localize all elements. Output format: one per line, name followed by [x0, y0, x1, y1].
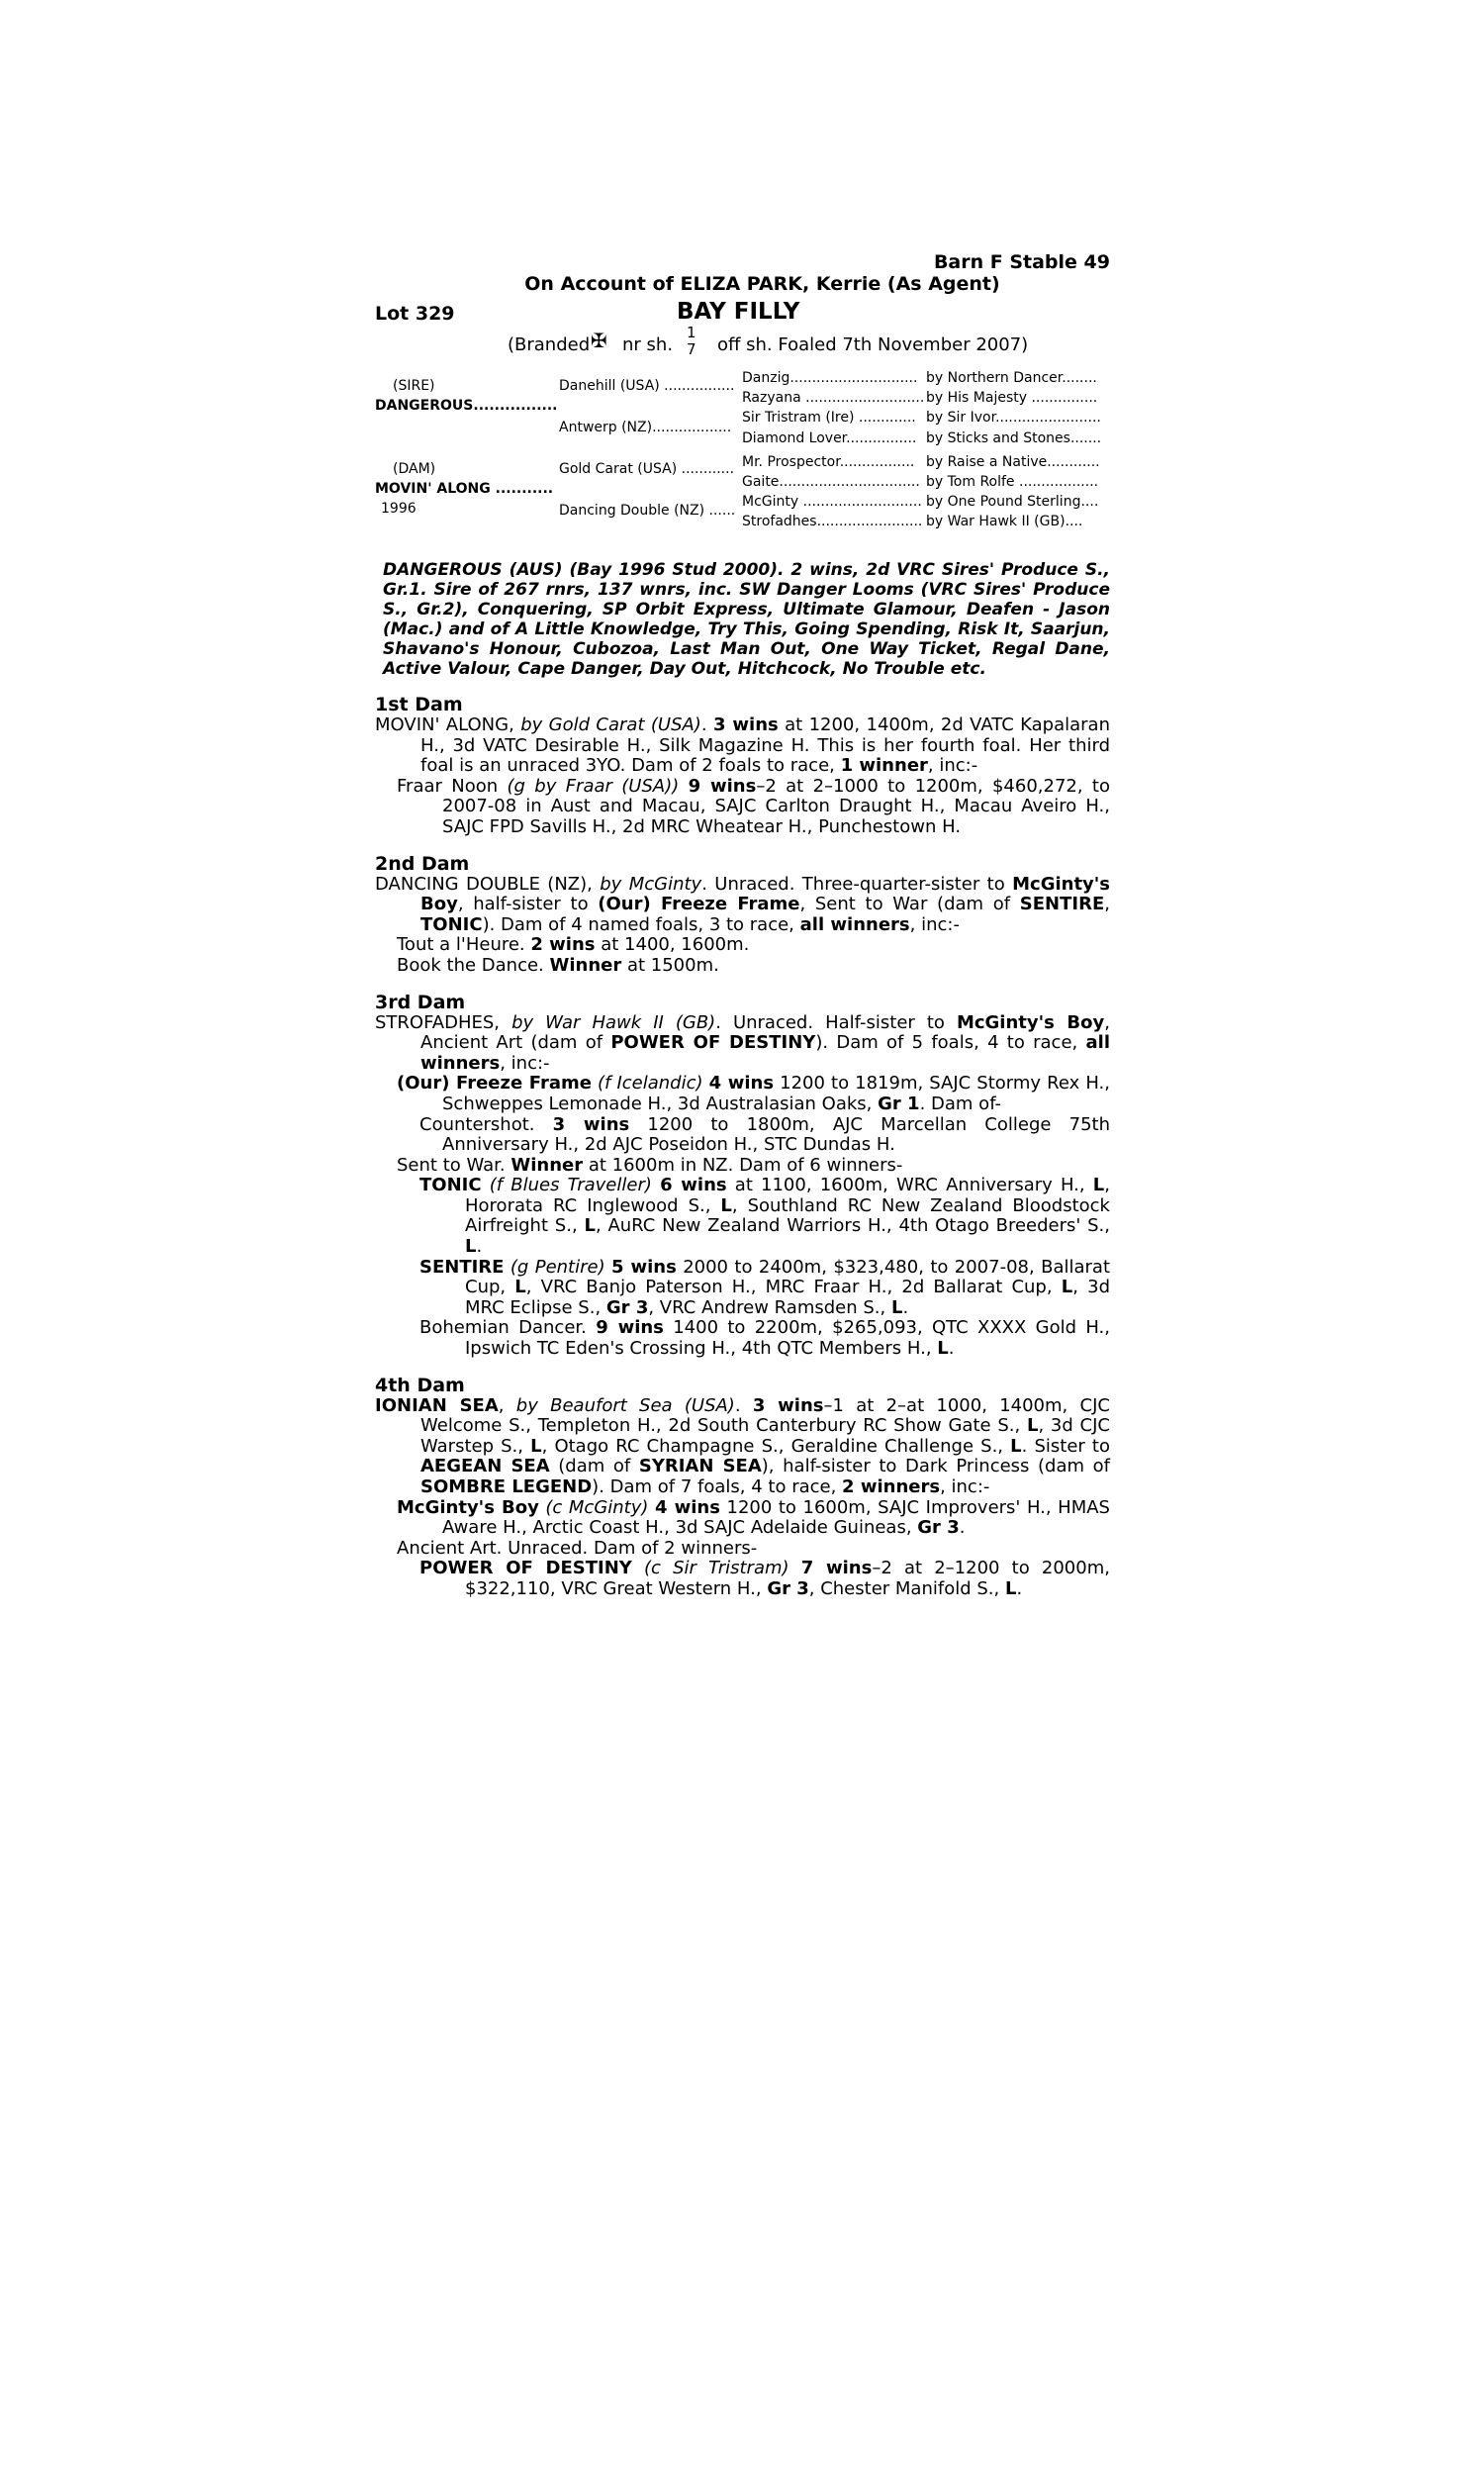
pedigree-g4-1: by Northern Dancer........: [926, 370, 1097, 386]
second-dam-entry: DANCING DOUBLE (NZ), by McGinty. Unraced. Three-quarter-sister to McGinty's Boy, half-sister to (Our) Freeze Frame, Sent to War (dam of SENTIRE, TONIC). Dam of 4 named foals, 3 to race, all winners, inc:-: [375, 873, 1111, 935]
pedigree-g3-5: Mr. Prospector.................: [742, 454, 915, 470]
dam-name: MOVIN' ALONG ...........: [375, 481, 554, 497]
sire-label: (SIRE): [393, 378, 435, 394]
pedigree-g2-1: Danehill (USA) ................: [559, 378, 735, 394]
brand-line: [375, 324, 1110, 362]
pedigree-g2-4: Dancing Double (NZ) ......: [559, 503, 736, 519]
first-dam-heading: 1st Dam: [375, 694, 463, 715]
dam-name-text: MOVIN' ALONG: [375, 481, 491, 497]
third-dam-entry: STROFADHES, by War Hawk II (GB). Unraced. Half-sister to McGinty's Boy, Ancient Art (dam of POWER OF DESTINY). Dam of 5 foals, 4 to race, all winners, inc:-: [375, 1011, 1110, 1074]
pedigree-g3-1: Danzig.............................: [742, 370, 918, 386]
g4-1-text: by Northern Dancer: [926, 370, 1063, 386]
dam-label: (DAM): [393, 461, 436, 477]
g3-1-text: Danzig: [742, 370, 790, 386]
pedigree-g4-6: by Tom Rolfe ..................: [926, 474, 1099, 490]
brand-open: (Branded: [508, 334, 591, 355]
g3-7-text: McGinty: [742, 494, 799, 510]
g2-3-text: Gold Carat (USA): [559, 461, 678, 477]
pedigree-g4-8: by War Hawk II (GB)....: [926, 514, 1083, 529]
pedigree-g3-6: Gaite................................: [742, 474, 920, 490]
g4-5-text: by Raise a Native: [926, 454, 1048, 470]
lot-line: [375, 299, 1110, 329]
g3-3-text: Sir Tristram (Ire): [742, 410, 855, 426]
progeny-book-the-dance: Book the Dance. Winner at 1500m.: [397, 954, 719, 976]
catalogue-page: [375, 251, 1110, 1600]
progeny-fraar-noon: Fraar Noon (g by Fraar (USA)) 9 wins–2 at 2–1000 to 1200m, $460,272, to 2007-08 in Aust and Macau, SAJC Carlton Draught H., Macau Aveiro H., SAJC FPD Savills H., 2d MRC Wheatear H., Punchestown H.: [397, 775, 1111, 837]
first-dam-entry: MOVIN' ALONG, by Gold Carat (USA). 3 wins at 1200, 1400m, 2d VATC Kapalaran H., 3d VATC Desirable H., Silk Magazine H. This is her fourth foal. Her third foal is an unraced 3YO. Dam of 2 foals to race, 1 winner, inc:-: [375, 714, 1110, 777]
g3-8-text: Strofadhes: [742, 514, 817, 529]
g2-4-text: Dancing Double (NZ): [559, 503, 705, 519]
g3-2-text: Razyana: [742, 390, 801, 406]
g4-6-text: by Tom Rolfe: [926, 474, 1015, 490]
brand-position: nr sh.: [622, 334, 674, 355]
fraction-numerator: 1: [687, 324, 696, 341]
lot-title: BAY FILLY: [677, 299, 800, 325]
g4-3-text: by Sir Ivor: [926, 410, 996, 426]
pedigree-g2-2: Antwerp (NZ)..................: [559, 420, 732, 435]
g2-1-text: Danehill (USA): [559, 378, 660, 394]
dam-year: 1996: [381, 501, 417, 517]
g3-6-text: Gaite: [742, 474, 780, 490]
progeny-tonic: TONIC (f Blues Traveller) 6 wins at 1100, 1600m, WRC Anniversary H., L, Hororata RC Inglewood S., L, Southland RC New Zealand Bloodstock Airfreight S., L, AuRC New Zealand Warriors H., 4th Otago Breeders' S., L.: [419, 1175, 1110, 1258]
g4-4-text: by Sticks and Stones: [926, 430, 1070, 446]
pedigree-g3-4: Diamond Lover................: [742, 430, 917, 446]
pedigree-g2-3: Gold Carat (USA) ............: [559, 461, 735, 477]
progeny-ancient-art: Ancient Art. Unraced. Dam of 2 winners-: [397, 1537, 758, 1559]
pedigree-g3-7: McGinty ...........................: [742, 494, 922, 510]
progeny-sent-to-war: Sent to War. Winner at 1600m in NZ. Dam of 6 winners-: [397, 1154, 903, 1176]
pedigree-g3-3: Sir Tristram (Ire) .............: [742, 410, 916, 426]
fourth-dam-entry: IONIAN SEA, by Beaufort Sea (USA). 3 wins–1 at 2–at 1000, 1400m, CJC Welcome S., Templeton H., 2d South Canterbury RC Show Gate S., L, 3d CJC Warstep S., L, Otago RC Champagne S., Geraldine Challenge S., L. Sister to AEGEAN SEA (dam of SYRIAN SEA), half-sister to Dark Princess (dam of SOMBRE LEGEND). Dam of 7 foals, 4 to race, 2 winners, inc:-: [375, 1394, 1111, 1497]
progeny-countershot: Countershot. 3 wins 1200 to 1800m, AJC Marcellan College 75th Anniversary H., 2d AJC Poseidon H., STC Dundas H.: [419, 1113, 1110, 1156]
brand-foaled: off sh. Foaled 7th November 2007): [717, 334, 1029, 355]
progeny-freeze-frame: (Our) Freeze Frame (f Icelandic) 4 wins 1200 to 1819m, SAJC Stormy Rex H., Schweppes Lemonade H., 3d Australasian Oaks, Gr 1. Dam of-: [397, 1073, 1110, 1114]
g3-5-text: Mr. Prospector: [742, 454, 840, 470]
fourth-dam-heading: 4th Dam: [375, 1374, 465, 1396]
g4-2-text: by His Majesty: [926, 390, 1028, 406]
barn-stable: Barn F Stable 49: [933, 251, 1110, 273]
pedigree-g4-7: by One Pound Sterling....: [926, 494, 1099, 510]
pedigree-g3-8: Strofadhes........................: [742, 514, 923, 529]
pedigree-g4-2: by His Majesty ...............: [926, 390, 1098, 406]
pedigree-g4-4: by Sticks and Stones.......: [926, 430, 1102, 446]
fraction-denominator: 7: [687, 340, 696, 358]
sire-summary: DANGEROUS (AUS) (Bay 1996 Stud 2000). 2 wins, 2d VRC Sires' Produce S., Gr.1. Sire of 267 rnrs, 137 wnrs, inc. SW Danger Looms (VRC Sires' Produce S., Gr.2), Conquering, SP Orbit Express, Ultimate Glamour, Deafen - Jason (Mac.) and of A Little Knowledge, Try This, Going Spending, Risk It, Saarjun, Shavano's Honour, Cubozoa, Last Man Out, One Way Ticket, Regal Dane, Active Valour, Cape Danger, Day Out, Hitchcock, No Trouble etc.: [383, 560, 1110, 679]
sire-name-text: DANGEROUS: [375, 398, 474, 414]
pedigree-g4-5: by Raise a Native............: [926, 454, 1100, 470]
g2-2-text: Antwerp (NZ): [559, 420, 653, 435]
pedigree-table: [375, 370, 1110, 540]
brand-icon: ✠: [591, 329, 607, 352]
second-dam-heading: 2nd Dam: [375, 852, 470, 875]
progeny-power-of-destiny: POWER OF DESTINY (c Sir Tristram) 7 wins–2 at 2–1200 to 2000m, $322,110, VRC Great Western H., Gr 3, Chester Manifold S., L.: [419, 1558, 1110, 1599]
third-dam-heading: 3rd Dam: [375, 991, 466, 1013]
progeny-tout-a-lheure: Tout a l'Heure. 2 wins at 1400, 1600m.: [397, 934, 750, 956]
brand-fraction: [687, 325, 696, 358]
lot-number: Lot 329: [375, 303, 455, 325]
progeny-bohemian-dancer: Bohemian Dancer. 9 wins 1400 to 2200m, $265,093, QTC XXXX Gold H., Ipswich TC Eden's Crossing H., 4th QTC Members H., L.: [419, 1317, 1110, 1360]
progeny-mcgintys-boy: McGinty's Boy (c McGinty) 4 wins 1200 to 1600m, SAJC Improvers' H., HMAS Aware H., Arctic Coast H., 3d SAJC Adelaide Guineas, Gr 3.: [397, 1496, 1110, 1539]
sire-name: DANGEROUS................: [375, 398, 558, 414]
vendor-account: On Account of ELIZA PARK, Kerrie (As Agent): [524, 273, 1000, 295]
pedigree-g4-3: by Sir Ivor........................: [926, 410, 1101, 426]
progeny-sentire: SENTIRE (g Pentire) 5 wins 2000 to 2400m, $323,480, to 2007-08, Ballarat Cup, L, VRC Banjo Paterson H., MRC Fraar H., 2d Ballarat Cup, L, 3d MRC Eclipse S., Gr 3, VRC Andrew Ramsden S., L.: [419, 1256, 1110, 1318]
g4-8-text: by War Hawk II (GB): [926, 514, 1066, 529]
pedigree-g3-2: Razyana ...........................: [742, 390, 925, 406]
g4-7-text: by One Pound Sterling: [926, 494, 1081, 510]
g3-4-text: Diamond Lover: [742, 430, 847, 446]
